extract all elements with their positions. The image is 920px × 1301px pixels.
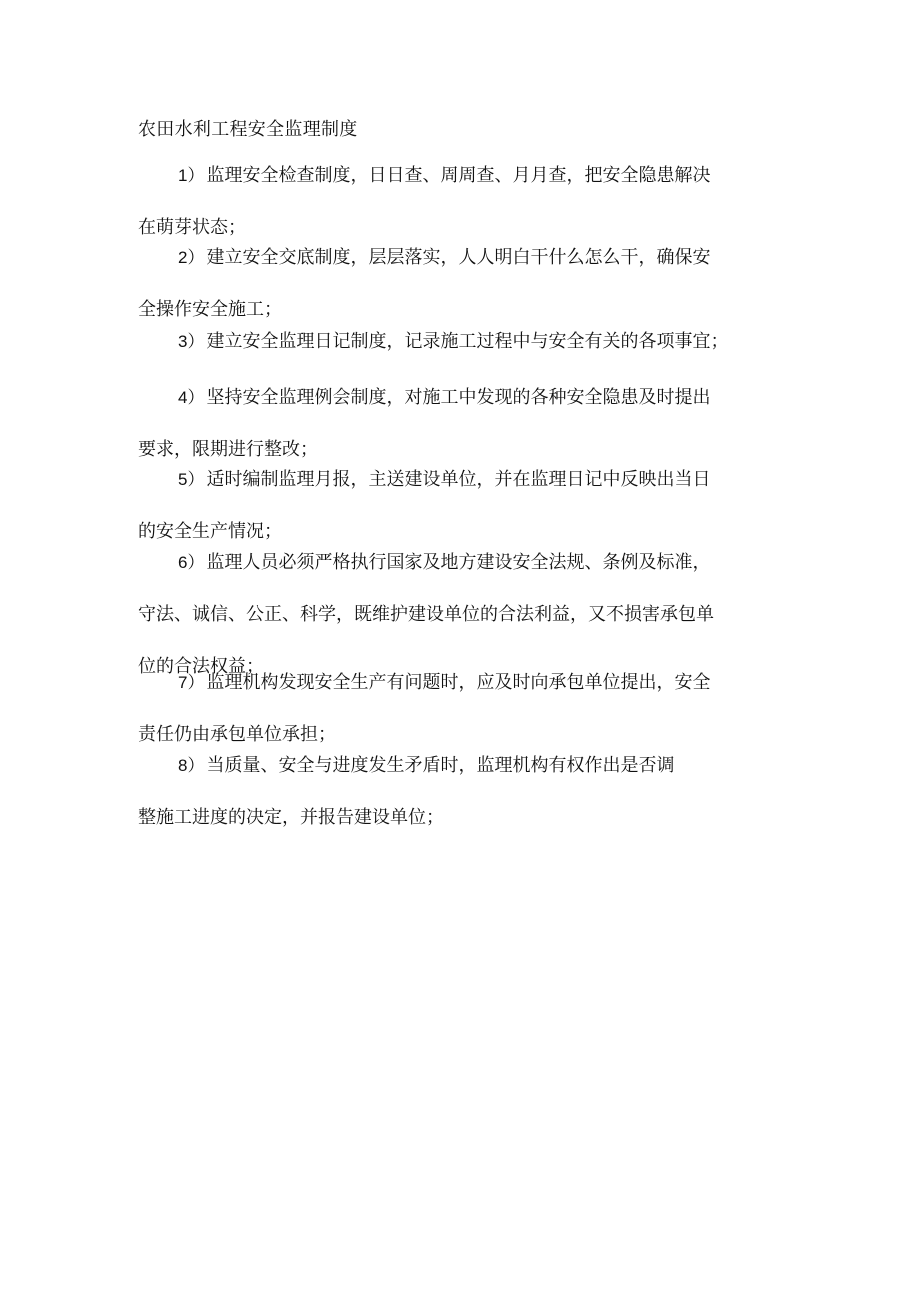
clause-7-line-1 — [138, 657, 798, 709]
clause-5-number: 5） — [178, 470, 205, 489]
document-title: 农田水利工程安全监理制度 — [138, 119, 358, 140]
clause-8-text-1: 当质量、安全与进度发生矛盾时，监理机构有权作出是否调 — [206, 755, 675, 776]
clause-6-text-1: 监理人员必须严格执行国家及地方建设安全法规、条例及标准， — [206, 552, 711, 573]
clause-4-line-2: 要求，限期进行整改； — [138, 439, 318, 460]
clause-2-line-2: 全操作安全施工； — [138, 299, 282, 320]
clause-7-text-1: 监理机构发现安全生产有问题时，应及时向承包单位提出，安全 — [206, 672, 711, 693]
clause-1-line-1 — [138, 150, 798, 202]
clause-5-text-1: 适时编制监理月报，主送建设单位，并在监理日记中反映出当日 — [206, 469, 711, 490]
clause-6-number: 6） — [178, 553, 205, 572]
clause-3-line-1 — [138, 316, 798, 368]
clause-3-number: 3） — [178, 332, 205, 351]
clause-2-line-1 — [138, 232, 798, 284]
clause-5-line-1 — [138, 454, 798, 506]
clause-4-number: 4） — [178, 388, 205, 407]
clause-4-line-1 — [138, 372, 798, 424]
clause-1-text-1: 监理安全检查制度，日日查、周周查、月月查，把安全隐患解决 — [206, 165, 711, 186]
clause-3-text-1: 建立安全监理日记制度，记录施工过程中与安全有关的各项事宜； — [206, 331, 729, 352]
clause-4-text-1: 坚持安全监理例会制度，对施工中发现的各种安全隐患及时提出 — [206, 387, 711, 408]
clause-8-number: 8） — [178, 756, 205, 775]
clause-6-line-3: 位的合法权益； — [138, 656, 264, 677]
clause-1-line-2: 在萌芽状态； — [138, 217, 246, 238]
clause-8-line-2: 整施工进度的决定，并报告建设单位； — [138, 807, 444, 828]
clause-6-line-2: 守法、诚信、公正、科学，既维护建设单位的合法利益，又不损害承包单 — [138, 604, 714, 625]
clause-8-line-1 — [138, 740, 798, 792]
clause-1-number: 1） — [178, 166, 205, 185]
clause-6-line-1 — [138, 537, 798, 589]
clause-7-number: 7） — [178, 673, 205, 692]
clause-2-number: 2） — [178, 248, 205, 267]
clause-7-line-2: 责任仍由承包单位承担； — [138, 724, 336, 745]
clause-5-line-2: 的安全生产情况； — [138, 521, 282, 542]
clause-8 — [138, 740, 798, 844]
clause-2-text-1: 建立安全交底制度，层层落实，人人明白干什么怎么干，确保安 — [206, 247, 711, 268]
clause-3 — [138, 316, 798, 368]
